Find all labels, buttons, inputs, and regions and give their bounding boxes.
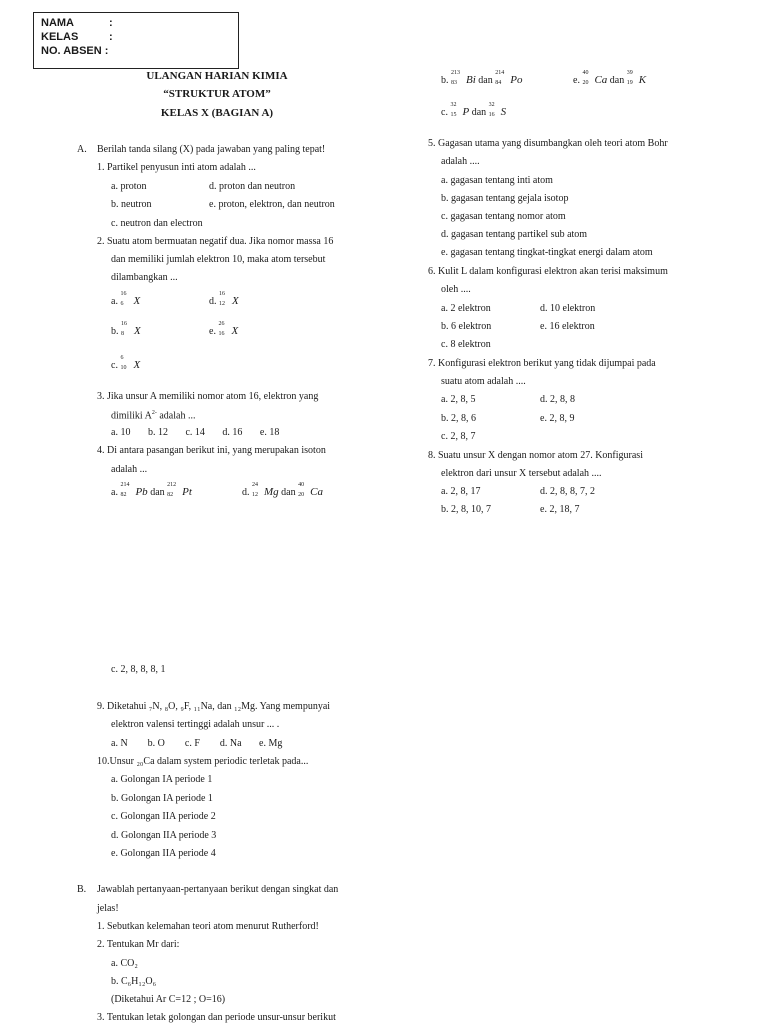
mass-number: 213: [451, 70, 460, 76]
q2-d-nuclide: [219, 291, 239, 307]
q8-option-b: b. 2, 8, 10, 7: [441, 504, 491, 515]
atomic-number: 16: [218, 331, 225, 337]
atomic-number: 83: [451, 80, 457, 86]
q3-charge-sup: 2-: [151, 410, 157, 416]
q9-options: a. N b. O c. F d. Na e. Mg: [111, 738, 283, 749]
q1-option-e: e. proton, elektron, dan neutron: [209, 199, 335, 210]
mass-number: 40: [582, 70, 589, 76]
q10-line1: 10.Unsur ₂₀Ca dalam system periodic terletak pada...: [97, 756, 309, 767]
section-b-line1: Jawablah pertanyaan-pertanyaan berikut dengan singkat dan: [97, 884, 339, 895]
mass-number: 6: [120, 355, 124, 361]
q4-option-a: [111, 482, 192, 498]
q2-line2: dan memiliki jumlah elektron 10, maka atom tersebut: [111, 254, 326, 265]
q2-line3: dilambangkan ...: [111, 272, 178, 283]
atomic-number: 6: [120, 301, 124, 307]
q2-d-letter: d.: [209, 296, 217, 307]
atomic-number: 10: [120, 365, 127, 371]
q10-option-b: b. Golongan IA periode 1: [111, 793, 213, 804]
q4-c-letter: c.: [441, 107, 448, 118]
q1-option-b: b. neutron: [111, 199, 152, 210]
q5-option-c: c. gagasan tentang nomor atom: [441, 211, 566, 222]
q10-option-a: a. Golongan IA periode 1: [111, 774, 213, 785]
atomic-number: 12: [219, 301, 225, 307]
q1-option-a: a. proton: [111, 181, 147, 192]
q2-option-c: [111, 355, 141, 371]
q7-line1: 7. Konfigurasi elektron berikut yang tidak dijumpai pada: [428, 358, 656, 369]
q4-option-e: [573, 70, 647, 86]
section-a-label: A.: [77, 144, 87, 155]
student-info-box: [33, 12, 239, 69]
q5-line1: 5. Gagasan utama yang disumbangkan oleh teori atom Bohr: [428, 138, 668, 149]
atomic-number: 82: [167, 492, 174, 498]
q5-option-a: a. gagasan tentang inti atom: [441, 175, 553, 186]
element-symbol: X: [133, 359, 141, 371]
q3-line2-text: dimiliki A: [111, 410, 152, 422]
mass-number: 214: [495, 70, 505, 76]
element-symbol: X: [231, 325, 239, 337]
q6-line1: 6. Kulit L dalam konfigurasi elektron akan terisi maksimum: [428, 266, 668, 277]
q2-line1: 2. Suatu atom bermuatan negatif dua. Jika nomor massa 16: [97, 236, 334, 247]
exam-title: ULANGAN HARIAN KIMIA: [146, 70, 288, 82]
q4-b-nuclide-2: [495, 70, 523, 86]
section-b-line2: jelas!: [97, 903, 119, 914]
mass-number: 16: [121, 321, 127, 327]
name-row: [41, 17, 113, 29]
q2-e-nuclide: [218, 321, 239, 337]
exam-class: KELAS X (BAGIAN A): [160, 107, 274, 119]
q6-option-a: a. 2 elektron: [441, 303, 491, 314]
name-colon: :: [109, 17, 113, 29]
q4-d-nuclide-2: [298, 482, 323, 498]
element-symbol: X: [133, 295, 141, 307]
q9-line2: elektron valensi tertinggi adalah unsur ... .: [111, 719, 280, 730]
q3-line1: 3. Jika unsur A memiliki nomor atom 16, elektron yang: [97, 391, 319, 402]
dan-word: dan: [471, 107, 487, 118]
element-symbol: Pt: [182, 486, 192, 498]
section-a-instruction: Berilah tanda silang (X) pada jawaban yang paling tepat!: [97, 144, 326, 155]
q2-c-nuclide: [120, 355, 141, 371]
q4-b-letter: b.: [441, 75, 449, 86]
q4-e-nuclide-1: [582, 70, 608, 86]
mass-number: 212: [167, 482, 177, 488]
atomic-number: 12: [252, 492, 258, 498]
q4-b-nuclide-1: [451, 70, 476, 86]
q4-option-c: [441, 102, 507, 118]
q4-a-letter: a.: [111, 487, 118, 498]
mass-number: 40: [298, 482, 305, 488]
q2-a-nuclide: [120, 291, 141, 307]
mass-number: 32: [450, 102, 457, 108]
absen-row: [41, 45, 108, 57]
element-symbol: Bi: [466, 74, 476, 86]
atomic-number: 20: [298, 492, 305, 498]
q2-e-letter: e.: [209, 326, 216, 337]
element-symbol: Ca: [310, 486, 323, 498]
q4-c-nuclide-1: [450, 102, 470, 118]
b-q3: 3. Tentukan letak golongan dan periode unsur-unsur berikut: [97, 1012, 336, 1023]
q2-a-letter: a.: [111, 296, 118, 307]
b-q1: 1. Sebutkan kelemahan teori atom menurut Rutherford!: [97, 921, 319, 932]
atomic-number: 19: [626, 80, 633, 86]
atomic-number: 82: [120, 492, 127, 498]
atomic-number: 20: [582, 80, 589, 86]
dan-word: dan: [281, 487, 296, 498]
q4-c-nuclide-2: [488, 102, 507, 118]
b-q2-b: b. C₆H₁₂O₆: [111, 976, 157, 987]
element-symbol: Ca: [594, 74, 608, 86]
element-symbol: P: [462, 106, 470, 118]
q8-option-c: c. 2, 8, 8, 8, 1: [111, 664, 166, 675]
atomic-number: 15: [450, 112, 457, 118]
mass-number: 16: [219, 291, 225, 297]
q4-d-letter: d.: [242, 487, 250, 498]
q3-line2-end: adalah ...: [156, 410, 196, 422]
atomic-number: 8: [121, 331, 124, 337]
mass-number: 39: [626, 70, 633, 76]
q2-option-a: [111, 291, 141, 307]
mass-number: 24: [252, 482, 258, 488]
b-q2-a: a. CO₂: [111, 958, 138, 969]
q4-e-letter: e.: [573, 75, 580, 86]
q5-option-e: e. gagasan tentang tingkat-tingkat energi dalam atom: [441, 247, 653, 258]
q5-option-d: d. gagasan tentang partikel sub atom: [441, 229, 588, 240]
q8-line1: 8. Suatu unsur X dengan nomor atom 27. Konfigurasi: [428, 450, 643, 461]
class-colon: :: [109, 31, 113, 43]
element-symbol: S: [500, 106, 507, 118]
q8-option-d: d. 2, 8, 8, 7, 2: [540, 486, 595, 497]
q3-options: a. 10 b. 12 c. 14 d. 16 e. 18: [111, 427, 280, 438]
atomic-number: 16: [488, 112, 495, 118]
mass-number: 214: [120, 482, 130, 488]
q5-line2: adalah ....: [441, 156, 480, 167]
q4-line1: 4. Di antara pasangan berikut ini, yang merupakan isoton: [97, 445, 326, 456]
element-symbol: Po: [510, 74, 523, 86]
q2-option-b: [111, 321, 141, 337]
q2-option-d: [209, 291, 239, 307]
absen-label: NO. ABSEN :: [41, 45, 109, 57]
q1-option-d: d. proton dan neutron: [209, 181, 296, 192]
q7-option-d: d. 2, 8, 8: [540, 394, 575, 405]
element-symbol: X: [134, 325, 141, 337]
q6-option-c: c. 8 elektron: [441, 339, 491, 350]
element-symbol: Pb: [135, 486, 148, 498]
q4-option-b: [441, 70, 523, 86]
element-symbol: X: [232, 295, 239, 307]
q6-line2: oleh ....: [441, 284, 471, 295]
q4-a-nuclide-1: [120, 482, 148, 498]
element-symbol: K: [638, 74, 647, 86]
q8-option-e: e. 2, 18, 7: [540, 504, 580, 515]
class-label: KELAS: [41, 31, 79, 43]
q6-option-d: d. 10 elektron: [540, 303, 596, 314]
q3-line2: [111, 410, 195, 421]
q7-option-c: c. 2, 8, 7: [441, 431, 476, 442]
element-symbol: Mg: [264, 486, 279, 498]
q4-e-nuclide-2: [626, 70, 647, 86]
mass-number: 16: [120, 291, 127, 297]
dan-word: dan: [150, 487, 165, 498]
q4-line2: adalah ...: [111, 464, 148, 475]
q10-option-d: d. Golongan IIA periode 3: [111, 830, 217, 841]
q10-option-c: c. Golongan IIA periode 2: [111, 811, 216, 822]
q4-option-d: [242, 482, 323, 498]
section-b-label: B.: [77, 884, 87, 895]
q4-a-nuclide-2: [167, 482, 192, 498]
q2-b-nuclide: [121, 321, 141, 337]
q8-option-a: a. 2, 8, 17: [441, 486, 481, 497]
q6-option-b: b. 6 elektron: [441, 321, 492, 332]
q7-line2: suatu atom adalah ....: [441, 376, 526, 387]
q7-option-b: b. 2, 8, 6: [441, 413, 476, 424]
q8-line2: elektron dari unsur X tersebut adalah ....: [441, 468, 602, 479]
q5-option-b: b. gagasan tentang gejala isotop: [441, 193, 569, 204]
mass-number: 32: [488, 102, 495, 108]
q7-option-e: e. 2, 8, 9: [540, 413, 575, 424]
dan-word: dan: [478, 75, 493, 86]
q7-option-a: a. 2, 8, 5: [441, 394, 476, 405]
q2-b-letter: b.: [111, 326, 119, 337]
q2-option-e: [209, 321, 239, 337]
class-row: [41, 31, 113, 43]
exam-subtitle: “STRUKTUR ATOM”: [163, 88, 271, 100]
q9-line1: 9. Diketahui ₇N, ₈O, ₉F, ₁₁Na, dan ₁₂Mg. Yang mempunyai: [97, 701, 331, 712]
atomic-number: 84: [495, 80, 502, 86]
q1-option-c: c. neutron dan electron: [111, 218, 203, 229]
q1-text: 1. Partikel penyusun inti atom adalah ...: [97, 162, 256, 173]
b-q2-note: (Diketahui Ar C=12 ; O=16): [111, 994, 226, 1005]
q4-d-nuclide-1: [252, 482, 279, 498]
name-label: NAMA: [41, 17, 74, 29]
q6-option-e: e. 16 elektron: [540, 321, 595, 332]
q2-c-letter: c.: [111, 360, 118, 371]
q10-option-e: e. Golongan IIA periode 4: [111, 848, 216, 859]
dan-word: dan: [609, 75, 625, 86]
b-q2: 2. Tentukan Mr dari:: [97, 939, 180, 950]
mass-number: 26: [218, 321, 225, 327]
